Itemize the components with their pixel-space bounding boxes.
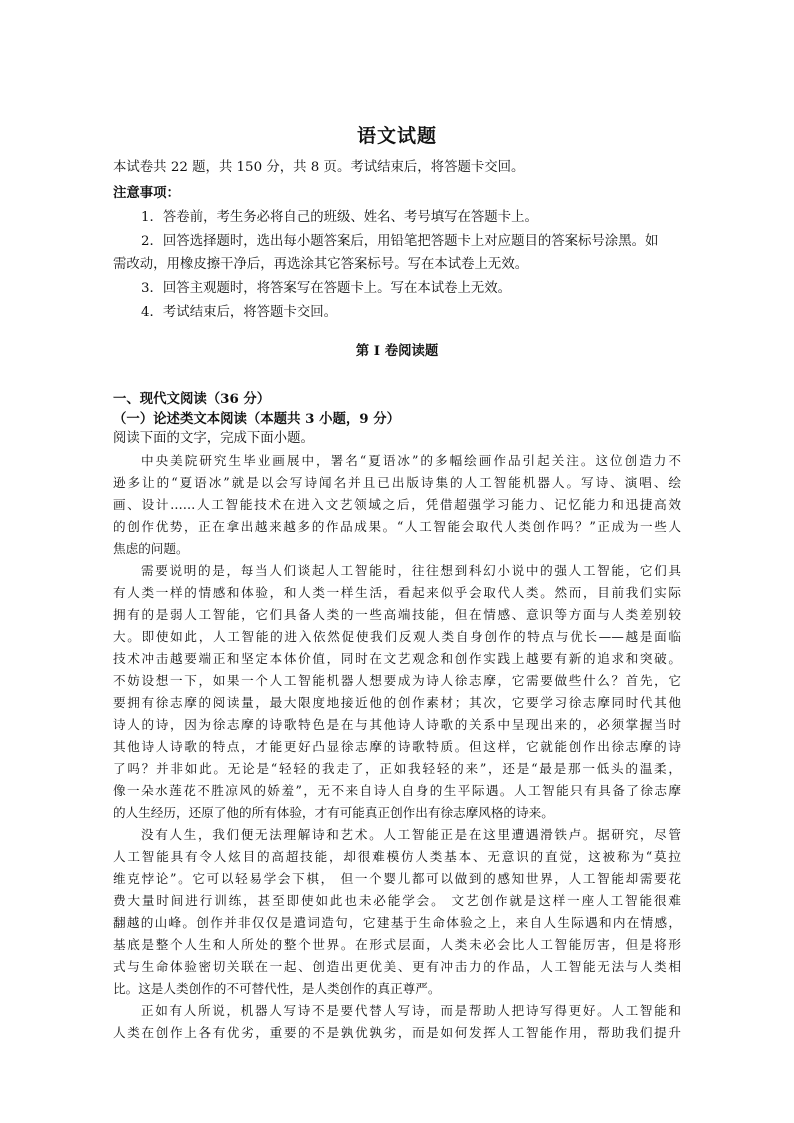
passage-line: 基底是整个人生和人所处的整个世界。在形式层面，人类未必会比人工智能厉害，但是将形 xyxy=(113,937,681,952)
exam-intro: 本试卷共 22 题，共 150 分，共 8 页。考试结束后，将答题卡交回。 xyxy=(113,160,525,175)
passage-line: 拥有的是弱人工智能，它们具备人类的一些高端技能，但在情感、意识等方面与人类差别较 xyxy=(113,607,681,622)
passage-line: 焦虑的问题。 xyxy=(113,541,189,556)
passage-line: 了吗？并非如此。无论是“轻轻的我走了，正如我轻轻的来”，还是“最是那一低头的温柔， xyxy=(113,761,681,776)
note-item: 4．考试结束后，将答题卡交回。 xyxy=(141,305,337,320)
reading-instruction: 阅读下面的文字，完成下面小题。 xyxy=(113,431,314,446)
passage-line: 要拥有徐志摩的阅读量，最大限度地接近他的创作素材；其次，它要学习徐志摩同时代其他 xyxy=(113,695,681,710)
passage-line: 需要说明的是，每当人们谈起人工智能时，往往想到科幻小说中的强人工智能，它们具 xyxy=(141,563,681,578)
passage-line: 逊多让的“夏语冰”就是以会写诗闻名并且已出版诗集的人工智能机器人。写诗、演唱、绘 xyxy=(113,475,681,490)
subpart-heading: （一）论述类文本阅读（本题共 3 小题，9 分） xyxy=(113,411,401,427)
passage-line: 式与生命体验密切关联在一起、创造出更优美、更有冲击力的作品，人工智能无法与人类相 xyxy=(113,959,681,974)
passage-line: 诗人的诗，因为徐志摩的诗歌特色是在与其他诗人诗歌的关系中呈现出来的，必须掌握当时 xyxy=(113,717,681,732)
passage-line: 中央美院研究生毕业画展中，署名“夏语冰”的多幅绘画作品引起关注。这位创造力不 xyxy=(141,453,681,468)
passage-line: 大。即使如此，人工智能的进入依然促使我们反观人类自身创作的特点与优长——越是面临 xyxy=(113,629,681,644)
passage-line: 技术冲击越要端正和坚定本体价值，同时在文艺观念和创作实践上越要有新的追求和突破。 xyxy=(113,651,681,666)
passage-line: 维克悖论”。它可以轻易学会下棋， 但一个婴儿都可以做到的感知世界，人工智能却需要花 xyxy=(113,871,681,886)
section-title: 第 I 卷阅读题 xyxy=(355,343,439,359)
passage-line: 有人类一样的情感和体验，和人类一样生活，看起来似乎会取代人类。然而，目前我们实际 xyxy=(113,585,681,600)
passage-line: 比。这是人类创作的不可替代性，是人类创作的真正尊严。 xyxy=(113,981,441,996)
note-item: 3．回答主观题时，将答案写在答题卡上。写在本试卷上无效。 xyxy=(141,281,512,296)
note-item: 1．答卷前，考生务必将自己的班级、姓名、考号填写在答题卡上。 xyxy=(141,210,538,225)
passage-line: 像一朵水莲花不胜凉风的娇羞”，无不来自诗人自身的生平际遇。人工智能只有具备了徐志摩 xyxy=(113,783,681,798)
passage-line: 费大量时间进行训练，甚至即使如此也未必能学会。 文艺创作就是这样一座人工智能很难 xyxy=(113,893,681,908)
note-item: 需改动，用橡皮擦干净后，再选涂其它答案标号。写在本试卷上无效。 xyxy=(113,257,529,272)
part-heading: 一、现代文阅读（36 分） xyxy=(113,391,271,407)
passage-line: 没有人生，我们便无法理解诗和艺术。人工智能正是在这里遭遇滑铁卢。据研究，尽管 xyxy=(141,827,681,842)
passage-line: 正如有人所说，机器人写诗不是要代替人写诗，而是帮助人把诗写得更好。人工智能和 xyxy=(141,1003,681,1018)
passage-line: 其他诗人诗歌的特点，才能更好凸显徐志摩的诗歌特质。但这样，它就能创作出徐志摩的诗 xyxy=(113,739,681,754)
notes-heading: 注意事项： xyxy=(113,185,180,201)
passage-line: 人类在创作上各有优劣，重要的不是孰优孰劣，而是如何发挥人工智能作用，帮助我们提升 xyxy=(113,1025,681,1040)
passage-line: 人工智能具有令人炫目的高超技能，却很难模仿人类基本、无意识的直觉，这被称为“莫拉 xyxy=(113,849,681,864)
page-title: 语文试题 xyxy=(356,125,437,147)
note-item: 2．回答选择题时，选出每小题答案后，用铅笔把答题卡上对应题目的答案标号涂黑。如 xyxy=(141,234,659,249)
passage-line: 不妨设想一下，如果一个人工智能机器人想要成为诗人徐志摩，它需要做些什么？首先，它 xyxy=(113,673,681,688)
passage-line: 的人生经历，还原了他的所有体验，才有可能真正创作出有徐志摩风格的诗来。 xyxy=(113,805,554,820)
passage-line: 翻越的山峰。创作并非仅仅是遣词造句，它建基于生命体验之上，来自人生际遇和内在情感， xyxy=(113,915,681,930)
passage-line: 画、设计……人工智能技术在进入文艺领域之后，凭借超强学习能力、记忆能力和迅捷高效 xyxy=(113,497,681,512)
passage-line: 的创作优势，正在拿出越来越多的作品成果。“人工智能会取代人类创作吗？”正成为一些人 xyxy=(113,519,681,534)
